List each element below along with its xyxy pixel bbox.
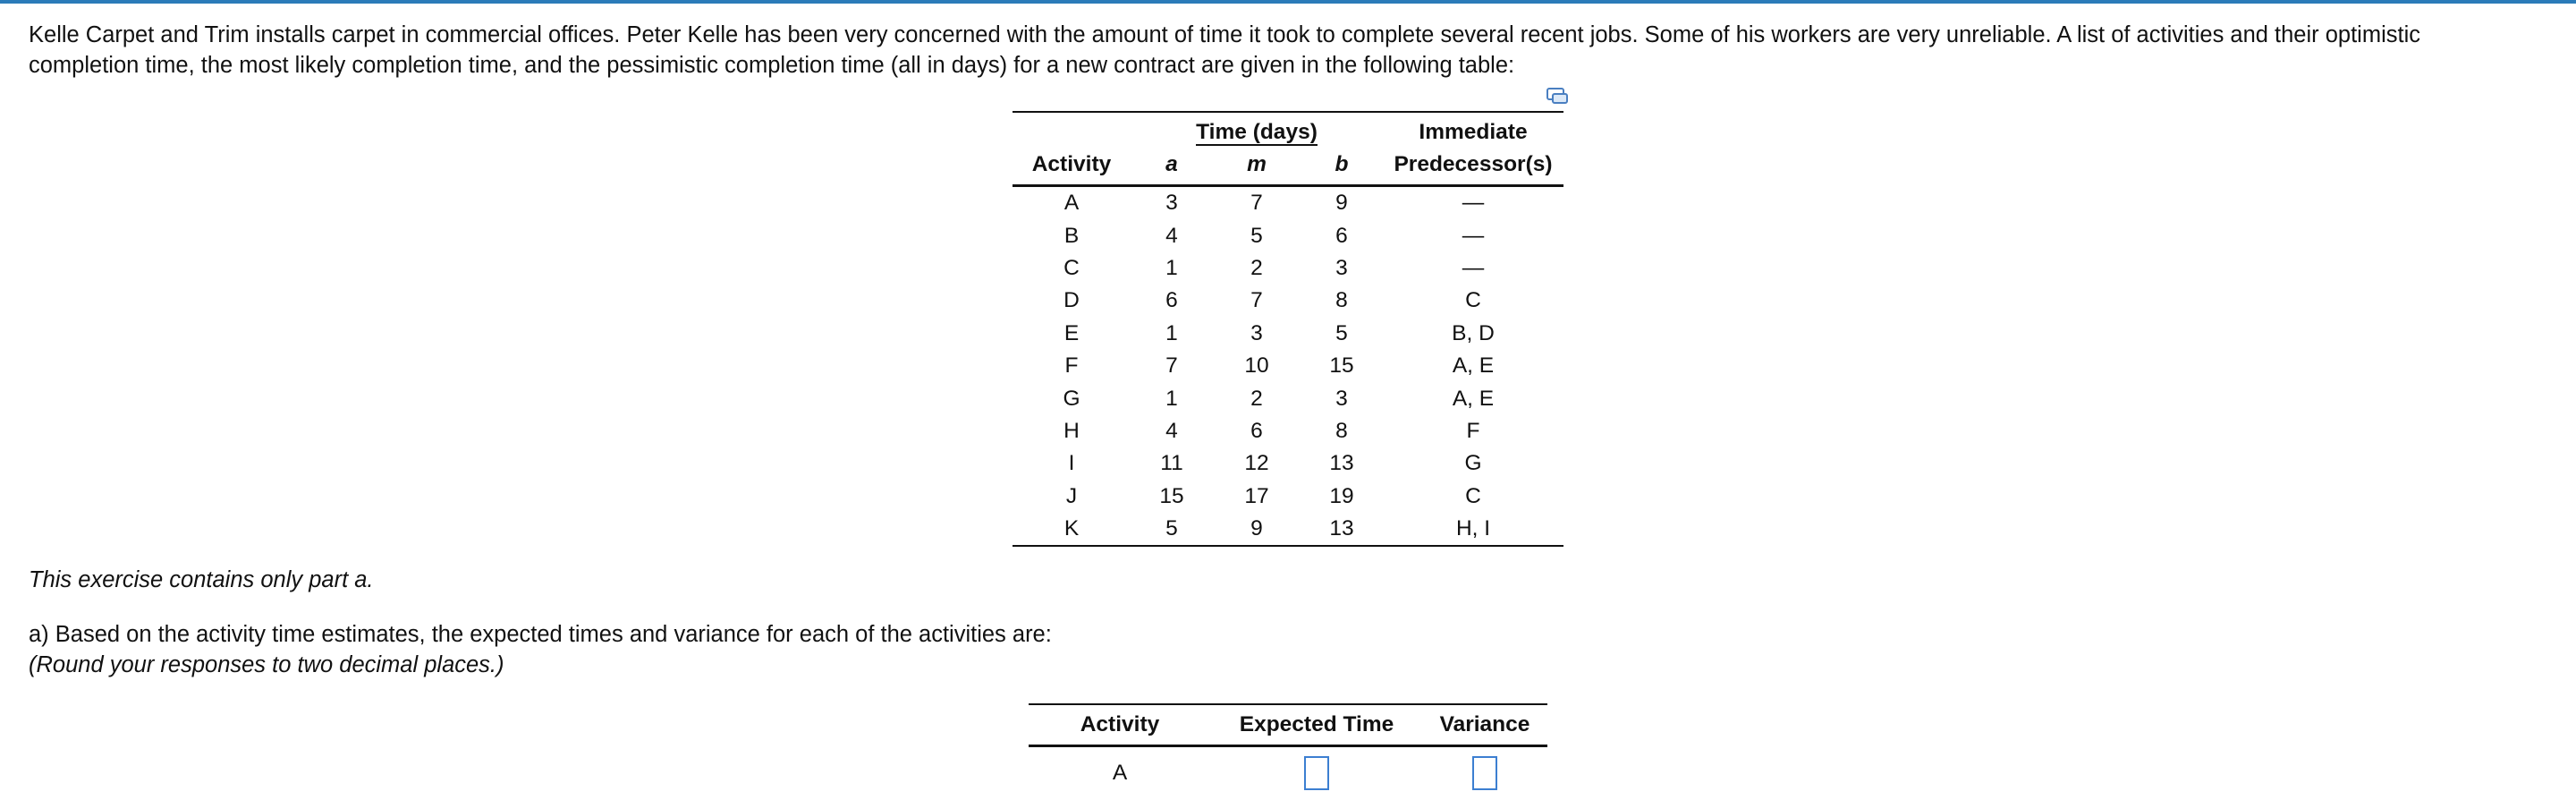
table-row [1013,252,1563,285]
header-row-top [1013,112,1563,149]
problem-intro: Kelle Carpet and Trim installs carpet in commercial offices. Peter Kelle has been very concerned with the amount of time it took to complete several recent jobs. Some of his workers are very unreliable. A list of activities and their optimistic completion time, the most likely completion time, and the pessimistic completion time (all in days) for a new contract are given in the following table: [29,22,2421,78]
table-row [1013,415,1563,447]
cell-b: 15 [1329,353,1354,379]
cell-a: 15 [1159,483,1184,508]
expected-time-input-a[interactable] [1304,756,1329,790]
cell-predecessor: F [1466,418,1480,443]
table-row [1013,350,1563,382]
cell-m: 5 [1250,223,1263,248]
cell-a: 11 [1160,451,1183,476]
cell-a: 1 [1165,386,1178,411]
cell-a: 4 [1165,418,1178,443]
copy-table-icon[interactable] [1546,86,1569,106]
header-predecessors: Predecessor(s) [1383,149,1563,186]
cell-activity: D [1063,288,1080,313]
cell-predecessor: C [1465,288,1481,313]
cell-b: 3 [1335,386,1348,411]
cell-b: 5 [1335,320,1348,345]
top-accent-bar [0,0,2576,4]
activity-data-table [1013,111,1563,547]
header-row-bottom [1013,149,1563,186]
exercise-note: This exercise contains only part a. [29,567,374,592]
table-row [1013,513,1563,546]
cell-b: 8 [1335,418,1348,443]
cell-activity: C [1063,255,1080,280]
answer-table [1029,703,1547,799]
cell-activity: B [1063,223,1080,248]
cell-m: 7 [1250,288,1263,313]
cell-m: 9 [1213,513,1301,546]
table-row [1013,285,1563,317]
cell-m: 2 [1250,255,1263,280]
cell-a: 4 [1165,223,1178,248]
header-b: b [1301,149,1383,186]
cell-b: 19 [1329,483,1354,508]
cell-b: 6 [1335,223,1348,248]
cell-b: 13 [1329,451,1354,476]
part-a-prompt [29,619,1052,680]
header-activity: Activity [1013,149,1131,186]
cell-predecessor: — [1462,191,1485,216]
answer-header-expected: Expected Time [1211,704,1422,746]
cell-a: 1 [1165,320,1178,345]
cell-a: 5 [1131,513,1213,546]
cell-m: 17 [1244,483,1269,508]
cell-activity: G [1063,386,1080,411]
header-time-days [1131,112,1383,149]
cell-b: 8 [1335,288,1348,313]
cell-m: 10 [1244,353,1269,379]
cell-activity: I [1068,451,1075,476]
cell-predecessor: — [1462,223,1485,248]
table-row [1013,318,1563,350]
header-a: a [1131,149,1213,186]
variance-input-a[interactable] [1472,756,1497,790]
answer-row [1029,746,1547,800]
cell-m: 3 [1250,320,1263,345]
cell-predecessor: A, E [1452,386,1495,411]
table-row [1013,186,1563,220]
cell-activity: F [1064,353,1079,379]
rounding-instruction: (Round your responses to two decimal places.) [29,652,504,677]
cell-predecessor: — [1462,255,1485,280]
cell-m: 7 [1250,191,1263,216]
cell-predecessor: B, D [1452,320,1495,345]
cell-predecessor: G [1464,451,1482,476]
table-row [1013,382,1563,414]
cell-m: 2 [1250,386,1263,411]
header-m: m [1213,149,1301,186]
part-a-question: a) Based on the activity time estimates, the expected times and variance for each of the activities are: [29,622,1052,647]
answer-cell-expected [1211,746,1422,800]
cell-activity: J [1065,483,1078,508]
answer-cell-activity: A [1112,761,1128,785]
cell-activity: K [1013,513,1131,546]
table-row [1013,481,1563,513]
cell-activity: H [1063,418,1080,443]
cell-m: 12 [1244,451,1269,476]
answer-header-activity: Activity [1029,704,1211,746]
cell-predecessor: C [1465,483,1481,508]
cell-predecessor: A, E [1452,353,1495,379]
answer-header-variance: Variance [1422,704,1547,746]
header-time-days-label: Time (days) [1196,120,1318,144]
table-row [1013,219,1563,251]
table-row [1013,447,1563,480]
cell-b: 3 [1335,255,1348,280]
header-immediate: Immediate [1383,112,1563,149]
cell-predecessor: H, I [1383,513,1563,546]
cell-b: 9 [1335,191,1348,216]
answer-cell-variance [1422,746,1547,800]
cell-activity: A [1063,191,1080,216]
cell-a: 6 [1165,288,1178,313]
cell-a: 3 [1165,191,1178,216]
header-empty [1013,112,1131,149]
cell-activity: E [1063,320,1080,345]
cell-a: 1 [1165,255,1178,280]
cell-m: 6 [1250,418,1263,443]
answer-header-row [1029,704,1547,746]
cell-b: 13 [1301,513,1383,546]
cell-a: 7 [1165,353,1178,379]
